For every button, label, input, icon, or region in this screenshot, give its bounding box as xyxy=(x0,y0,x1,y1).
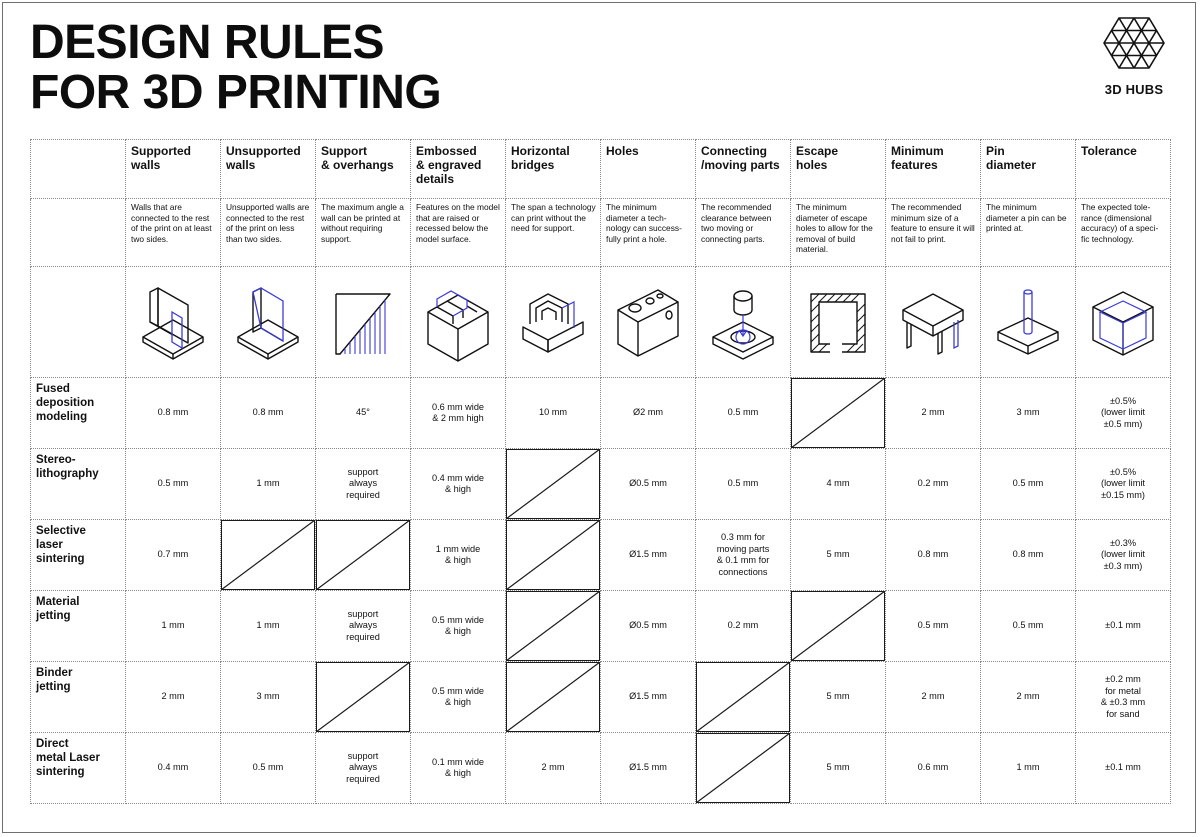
value-cell xyxy=(981,520,1076,591)
value-cell xyxy=(411,662,506,733)
value-cell xyxy=(411,520,506,591)
escape-holes-icon xyxy=(803,282,873,362)
value-cell xyxy=(886,662,981,733)
column-description: The minimum diameter a pin can be printed at. xyxy=(986,202,1067,234)
column-header xyxy=(696,140,791,199)
value-cell xyxy=(601,733,696,804)
column-description-cell xyxy=(696,199,791,267)
column-heading: Unsupported walls xyxy=(226,144,301,172)
cell-value: 1 mm wide & high xyxy=(435,543,481,565)
column-description: The maximum angle a wall can be printed at without requiring support. xyxy=(321,202,404,244)
column-icon-cell xyxy=(696,267,791,378)
table-row xyxy=(31,520,1171,591)
column-description: Walls that are connected to the rest of the print on at least two sides. xyxy=(131,202,212,244)
cell-value: 1 mm xyxy=(1016,762,1040,773)
connecting-parts-icon xyxy=(708,282,778,362)
value-cell xyxy=(411,733,506,804)
column-description: The expected tole-rance (dimensional accuracy) of a speci-fic technology. xyxy=(1081,202,1159,244)
column-icon-cell xyxy=(1076,267,1171,378)
table-row xyxy=(31,378,1171,449)
cell-value: 0.5 mm xyxy=(1012,478,1044,489)
cell-value: 0.8 mm xyxy=(917,549,949,560)
technology-label xyxy=(31,449,126,520)
corner-cell xyxy=(31,267,126,378)
value-cell xyxy=(601,591,696,662)
cell-value: 0.8 mm xyxy=(157,407,189,418)
value-cell xyxy=(126,378,221,449)
column-header xyxy=(126,140,221,199)
value-cell xyxy=(411,378,506,449)
cell-value: 1 mm xyxy=(161,620,185,631)
value-cell xyxy=(1076,378,1171,449)
table-row xyxy=(31,591,1171,662)
value-cell xyxy=(696,449,791,520)
cell-value: ±0.1 mm xyxy=(1105,762,1141,773)
column-heading: Connecting /moving parts xyxy=(701,144,780,172)
cell-value: Ø0.5 mm xyxy=(629,478,667,489)
technology-name: Fused deposition modeling xyxy=(36,383,95,423)
corner-cell xyxy=(31,199,126,267)
cell-value: 0.5 mm xyxy=(1012,620,1044,631)
overhang-icon xyxy=(328,282,398,362)
value-cell xyxy=(601,449,696,520)
column-description-cell xyxy=(316,199,411,267)
column-heading: Horizontal bridges xyxy=(511,144,570,172)
table-row xyxy=(31,733,1171,804)
value-cell xyxy=(791,520,886,591)
cell-value: 0.1 mm wide & high xyxy=(431,756,485,778)
title-line-1: DESIGN RULES xyxy=(30,16,385,69)
cell-value: 0.5 mm xyxy=(727,407,759,418)
column-description-cell xyxy=(126,199,221,267)
hexagon-grid-logo-icon xyxy=(1103,16,1165,70)
not-applicable-cell xyxy=(506,662,601,733)
value-cell xyxy=(1076,449,1171,520)
technology-label xyxy=(31,520,126,591)
column-header xyxy=(316,140,411,199)
column-description: The recommended clearance between two moving or connecting parts. xyxy=(701,202,772,244)
value-cell xyxy=(601,662,696,733)
cell-value: 2 mm xyxy=(541,762,565,773)
value-cell xyxy=(696,378,791,449)
cell-value: 0.6 mm wide & 2 mm high xyxy=(431,401,485,423)
cell-value: 5 mm xyxy=(826,691,850,702)
cell-value: ±0.1 mm xyxy=(1105,620,1141,631)
column-description-cell xyxy=(601,199,696,267)
not-applicable-cell xyxy=(316,520,411,591)
column-description-cell xyxy=(886,199,981,267)
na-diagonal-icon xyxy=(316,662,410,732)
column-heading: Minimum features xyxy=(891,144,944,172)
na-diagonal-icon xyxy=(506,662,600,732)
value-cell xyxy=(1076,520,1171,591)
title-line-2: FOR 3D PRINTING xyxy=(30,66,442,119)
horizontal-bridges-icon xyxy=(518,282,588,362)
cell-value: Ø1.5 mm xyxy=(629,762,667,773)
value-cell xyxy=(316,449,411,520)
column-heading: Escape holes xyxy=(796,144,839,172)
column-description: The minimum diameter a tech-nology can success-fully print a hole. xyxy=(606,202,682,244)
column-heading: Support & overhangs xyxy=(321,144,394,172)
cell-value: ±0.2 mm for metal & ±0.3 mm for sand xyxy=(1100,674,1146,719)
value-cell xyxy=(981,591,1076,662)
column-description-cell xyxy=(221,199,316,267)
value-cell xyxy=(791,733,886,804)
value-cell xyxy=(1076,733,1171,804)
value-cell xyxy=(886,733,981,804)
column-icon-cell xyxy=(981,267,1076,378)
cell-value: 0.5 mm wide & high xyxy=(431,614,485,636)
cell-value: 0.4 mm xyxy=(157,762,189,773)
holes-icon xyxy=(613,282,683,362)
value-cell xyxy=(981,733,1076,804)
design-rules-table xyxy=(30,139,1171,804)
column-description: The recommended minimum size of a feature to ensure it will not fail to print. xyxy=(891,202,975,244)
cell-value: ±0.5% (lower limit ±0.15 mm) xyxy=(1101,466,1145,500)
cell-value: Ø1.5 mm xyxy=(629,691,667,702)
column-heading: Embossed & engraved details xyxy=(416,144,482,186)
column-header xyxy=(221,140,316,199)
technology-label xyxy=(31,662,126,733)
value-cell xyxy=(886,591,981,662)
value-cell xyxy=(506,378,601,449)
cell-value: 0.8 mm xyxy=(252,407,284,418)
column-description: Unsupported walls are connected to the rest of the print on less than two sides. xyxy=(226,202,310,244)
value-cell xyxy=(126,449,221,520)
value-cell xyxy=(601,520,696,591)
cell-value: 3 mm xyxy=(1016,407,1040,418)
cell-value: support always required xyxy=(346,608,380,642)
value-cell xyxy=(696,591,791,662)
cell-value: 0.5 mm xyxy=(157,478,189,489)
minimum-features-icon xyxy=(898,282,968,362)
pin-diameter-icon xyxy=(993,282,1063,362)
not-applicable-cell xyxy=(791,591,886,662)
value-cell xyxy=(316,591,411,662)
not-applicable-cell xyxy=(221,520,316,591)
technology-name: Direct metal Laser sintering xyxy=(36,738,100,778)
brand-name: 3D HUBS xyxy=(1104,82,1164,97)
value-cell xyxy=(221,733,316,804)
value-cell xyxy=(886,449,981,520)
not-applicable-cell xyxy=(696,733,791,804)
technology-name: Binder jetting xyxy=(36,667,73,693)
cell-value: 2 mm xyxy=(921,691,945,702)
cell-value: 2 mm xyxy=(1016,691,1040,702)
value-cell xyxy=(126,520,221,591)
value-cell xyxy=(506,733,601,804)
cell-value: Ø0.5 mm xyxy=(629,620,667,631)
column-icon-cell xyxy=(221,267,316,378)
column-description: The span a technology can print without the need for support. xyxy=(511,202,596,234)
value-cell xyxy=(1076,591,1171,662)
cell-value: 5 mm xyxy=(826,762,850,773)
na-diagonal-icon xyxy=(791,378,885,448)
na-diagonal-icon xyxy=(316,520,410,590)
cell-value: 0.7 mm xyxy=(157,549,189,560)
value-cell xyxy=(316,733,411,804)
column-description: The minimum diameter of escape holes to allow for the removal of build material. xyxy=(796,202,873,255)
cell-value: 5 mm xyxy=(826,549,850,560)
value-cell xyxy=(316,378,411,449)
cell-value: 0.5 mm xyxy=(727,478,759,489)
cell-value: 0.4 mm wide & high xyxy=(431,472,485,494)
na-diagonal-icon xyxy=(221,520,315,590)
na-diagonal-icon xyxy=(696,733,790,803)
cell-value: 0.2 mm xyxy=(727,620,759,631)
value-cell xyxy=(221,449,316,520)
cell-value: Ø2 mm xyxy=(632,407,664,418)
cell-value: 0.5 mm xyxy=(917,620,949,631)
value-cell xyxy=(411,591,506,662)
value-cell xyxy=(221,378,316,449)
table-row xyxy=(31,449,1171,520)
cell-value: 0.3 mm for moving parts & 0.1 mm for connections xyxy=(716,532,770,577)
cell-value: 0.8 mm xyxy=(1012,549,1044,560)
column-icon-cell xyxy=(506,267,601,378)
technology-name: Material jetting xyxy=(36,596,80,622)
value-cell xyxy=(126,733,221,804)
value-cell xyxy=(886,520,981,591)
column-description-cell xyxy=(1076,199,1171,267)
not-applicable-cell xyxy=(696,662,791,733)
column-header xyxy=(411,140,506,199)
cell-value: 0.5 mm xyxy=(252,762,284,773)
brand-logo xyxy=(1098,16,1170,97)
cell-value: 1 mm xyxy=(256,620,280,631)
cell-value: 0.5 mm wide & high xyxy=(431,685,485,707)
value-cell xyxy=(886,378,981,449)
unsupported-walls-icon xyxy=(233,282,303,362)
not-applicable-cell xyxy=(506,520,601,591)
cell-value: Ø1.5 mm xyxy=(629,549,667,560)
not-applicable-cell xyxy=(316,662,411,733)
technology-name: Stereo- lithography xyxy=(36,454,99,480)
cell-value: 45° xyxy=(356,407,370,418)
column-icon-cell xyxy=(791,267,886,378)
cell-value: 2 mm xyxy=(921,407,945,418)
page-title xyxy=(30,18,441,118)
technology-label xyxy=(31,733,126,804)
value-cell xyxy=(981,449,1076,520)
value-cell xyxy=(1076,662,1171,733)
column-header xyxy=(886,140,981,199)
na-diagonal-icon xyxy=(696,662,790,732)
cell-value: 0.6 mm xyxy=(917,762,949,773)
embossed-details-icon xyxy=(423,282,493,362)
not-applicable-cell xyxy=(506,591,601,662)
value-cell xyxy=(791,662,886,733)
na-diagonal-icon xyxy=(506,449,600,519)
tolerance-cube-icon xyxy=(1088,282,1158,362)
cell-value: support always required xyxy=(346,750,380,784)
column-icon-cell xyxy=(886,267,981,378)
cell-value: 1 mm xyxy=(256,478,280,489)
column-icon-cell xyxy=(126,267,221,378)
column-icon-cell xyxy=(411,267,506,378)
column-icon-cell xyxy=(601,267,696,378)
supported-walls-icon xyxy=(138,282,208,362)
value-cell xyxy=(981,662,1076,733)
na-diagonal-icon xyxy=(506,591,600,661)
value-cell xyxy=(221,662,316,733)
cell-value: ±0.3% (lower limit ±0.3 mm) xyxy=(1101,537,1145,571)
value-cell xyxy=(791,449,886,520)
column-header xyxy=(506,140,601,199)
cell-value: 3 mm xyxy=(256,691,280,702)
cell-value: support always required xyxy=(346,466,380,500)
na-diagonal-icon xyxy=(506,520,600,590)
column-header xyxy=(1076,140,1171,199)
column-heading: Supported walls xyxy=(131,144,191,172)
column-heading: Holes xyxy=(606,144,639,158)
column-description-cell xyxy=(791,199,886,267)
column-header xyxy=(981,140,1076,199)
column-icon-cell xyxy=(316,267,411,378)
value-cell xyxy=(601,378,696,449)
cell-value: 10 mm xyxy=(538,407,568,418)
column-heading: Tolerance xyxy=(1081,144,1137,158)
cell-value: 0.2 mm xyxy=(917,478,949,489)
column-header xyxy=(791,140,886,199)
column-description-cell xyxy=(411,199,506,267)
value-cell xyxy=(696,520,791,591)
corner-cell xyxy=(31,140,126,199)
not-applicable-cell xyxy=(506,449,601,520)
table-row xyxy=(31,662,1171,733)
column-description: Features on the model that are raised or recessed below the model surface. xyxy=(416,202,500,244)
column-header xyxy=(601,140,696,199)
technology-label xyxy=(31,591,126,662)
value-cell xyxy=(981,378,1076,449)
value-cell xyxy=(126,662,221,733)
technology-name: Selective laser sintering xyxy=(36,525,86,565)
value-cell xyxy=(411,449,506,520)
value-cell xyxy=(126,591,221,662)
not-applicable-cell xyxy=(791,378,886,449)
cell-value: 2 mm xyxy=(161,691,185,702)
column-description-cell xyxy=(981,199,1076,267)
cell-value: 4 mm xyxy=(826,478,850,489)
value-cell xyxy=(221,591,316,662)
cell-value: ±0.5% (lower limit ±0.5 mm) xyxy=(1101,395,1145,429)
column-heading: Pin diameter xyxy=(986,144,1037,172)
technology-label xyxy=(31,378,126,449)
na-diagonal-icon xyxy=(791,591,885,661)
column-description-cell xyxy=(506,199,601,267)
